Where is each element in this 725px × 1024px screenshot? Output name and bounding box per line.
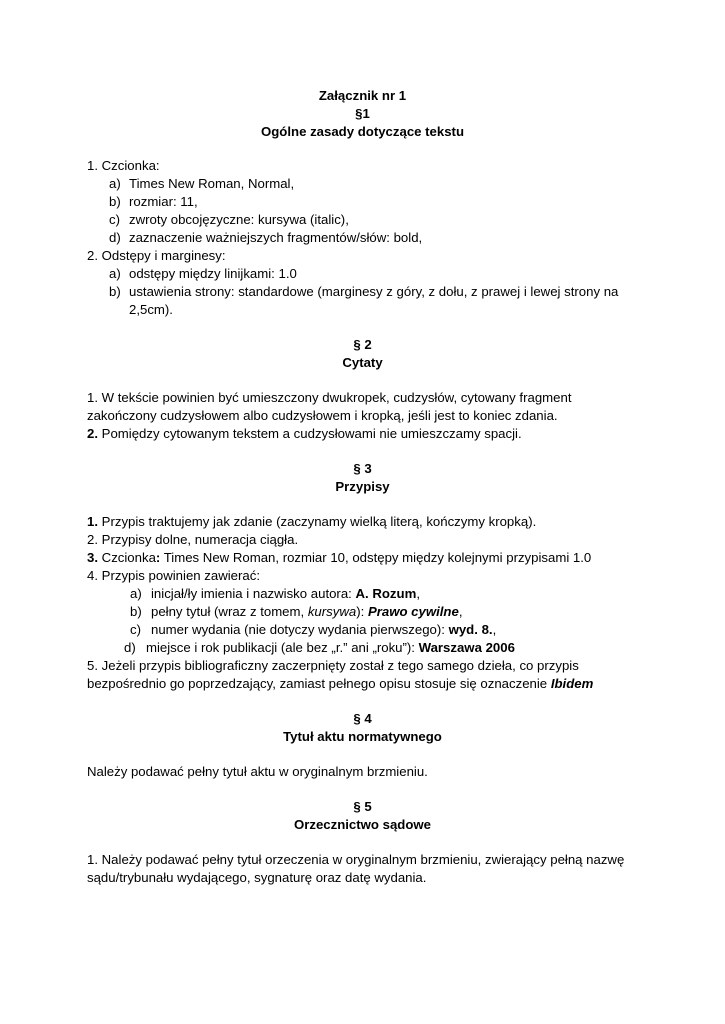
section-1-number: §1 <box>355 106 370 121</box>
list-item-text: ): <box>356 604 368 619</box>
paragraph-number: 1. <box>87 514 98 529</box>
list-item: rozmiar: 11, <box>129 194 198 209</box>
list-item: zwroty obcojęzyczne: kursywa (italic), <box>129 212 349 227</box>
section-4-title: Tytuł aktu normatywnego <box>283 729 442 744</box>
section-2-number: § 2 <box>353 337 372 352</box>
paragraph-line <box>87 675 593 693</box>
list-item-punct: , <box>458 604 463 619</box>
list-marker: a) <box>109 176 121 191</box>
paragraph-colon: : <box>155 550 161 565</box>
paragraph-line <box>87 549 591 567</box>
paragraph-line: 5. Jeżeli przypis bibliograficzny zaczerpnięty został z tego samego dzieła, co przypis <box>87 658 579 673</box>
list-marker: b) <box>109 284 121 299</box>
list-item-punct: , <box>492 622 497 637</box>
paragraph-line: 4. Przypis powinien zawierać: <box>87 568 260 583</box>
list-item-italic: kursywa <box>307 604 357 619</box>
list-item-text: miejsce i rok publikacji (ale bez „r.” ani „roku”): <box>146 640 419 655</box>
paragraph-line <box>87 425 522 443</box>
paragraph-number: 3. <box>87 550 98 565</box>
spacing-heading: 2. Odstępy i marginesy: <box>87 248 226 263</box>
section-3-number: § 3 <box>353 461 372 476</box>
list-item-punct: , <box>416 586 420 601</box>
paragraph-text: Pomiędzy cytowanym tekstem a cudzysłowami nie umieszczamy spacji. <box>98 426 522 441</box>
paragraph-text: Przypis traktujemy jak zdanie (zaczynamy wielką literą, kończymy kropką). <box>98 514 537 529</box>
list-marker: c) <box>130 622 141 637</box>
paragraph-line: Należy podawać pełny tytuł aktu w oryginalnym brzmieniu. <box>87 764 428 779</box>
list-item: zaznaczenie ważniejszych fragmentów/słów: bold, <box>129 230 423 245</box>
paragraph-line: 1. W tekście powinien być umieszczony dwukropek, cudzysłów, cytowany fragment <box>87 390 572 405</box>
section-5-title: Orzecznictwo sądowe <box>293 817 432 832</box>
section-4-number: § 4 <box>353 711 372 726</box>
paragraph-line <box>87 513 536 531</box>
example-place-year: Warszawa 2006 <box>418 640 515 655</box>
section-3-title: Przypisy <box>335 479 390 494</box>
paragraph-line: zakończony cudzysłowem albo cudzysłowem i kropką, jeśli jest to koniec zdania. <box>87 408 558 423</box>
paragraph-line: sądu/trybunału wydającego, sygnaturę oraz datę wydania. <box>87 870 427 885</box>
list-marker: d) <box>124 640 136 655</box>
paragraph-text: Times New Roman, rozmiar 10, odstępy między kolejnymi przypisami 1.0 <box>160 550 592 565</box>
list-marker: c) <box>109 212 120 227</box>
list-item-text: inicjał/ły imienia i nazwisko autora: <box>151 586 356 601</box>
list-item: Times New Roman, Normal, <box>129 176 295 191</box>
list-item <box>151 603 463 621</box>
paragraph-number: 2. <box>87 426 98 441</box>
list-marker: d) <box>109 230 121 245</box>
paragraph-text: bezpośrednio go poprzedzający, zamiast pełnego opisu stosuje się oznaczenie <box>87 676 551 691</box>
list-marker: a) <box>109 266 121 281</box>
list-item: ustawienia strony: standardowe (marginesy z góry, z dołu, z prawej i lewej strony na <box>129 284 619 299</box>
example-title: Prawo cywilne <box>367 604 459 619</box>
example-author: A. Rozum <box>355 586 417 601</box>
paragraph-line: 2. Przypisy dolne, numeracja ciągła. <box>87 532 299 547</box>
list-item: odstępy między linijkami: 1.0 <box>129 266 297 281</box>
list-marker: b) <box>109 194 121 209</box>
list-item-text: pełny tytuł (wraz z tomem, <box>151 604 308 619</box>
section-2-title: Cytaty <box>342 355 383 370</box>
paragraph-text: Czcionka <box>98 550 156 565</box>
font-heading: 1. Czcionka: <box>87 158 160 173</box>
attachment-label: Załącznik nr 1 <box>318 88 407 103</box>
list-item <box>146 639 515 657</box>
list-marker: b) <box>130 604 142 619</box>
section-5-number: § 5 <box>353 799 372 814</box>
list-item <box>151 621 496 639</box>
paragraph-line: 1. Należy podawać pełny tytuł orzeczenia w oryginalnym brzmieniu, zwierający pełną nazwę <box>87 852 625 867</box>
list-item-continuation: 2,5cm). <box>129 302 173 317</box>
list-item-text: numer wydania (nie dotyczy wydania pierwszego): <box>151 622 449 637</box>
list-marker: a) <box>130 586 142 601</box>
list-item <box>151 585 420 603</box>
example-edition: wyd. 8. <box>448 622 493 637</box>
section-1-title: Ogólne zasady dotyczące tekstu <box>260 124 464 139</box>
ibidem-term: Ibidem <box>550 676 594 691</box>
